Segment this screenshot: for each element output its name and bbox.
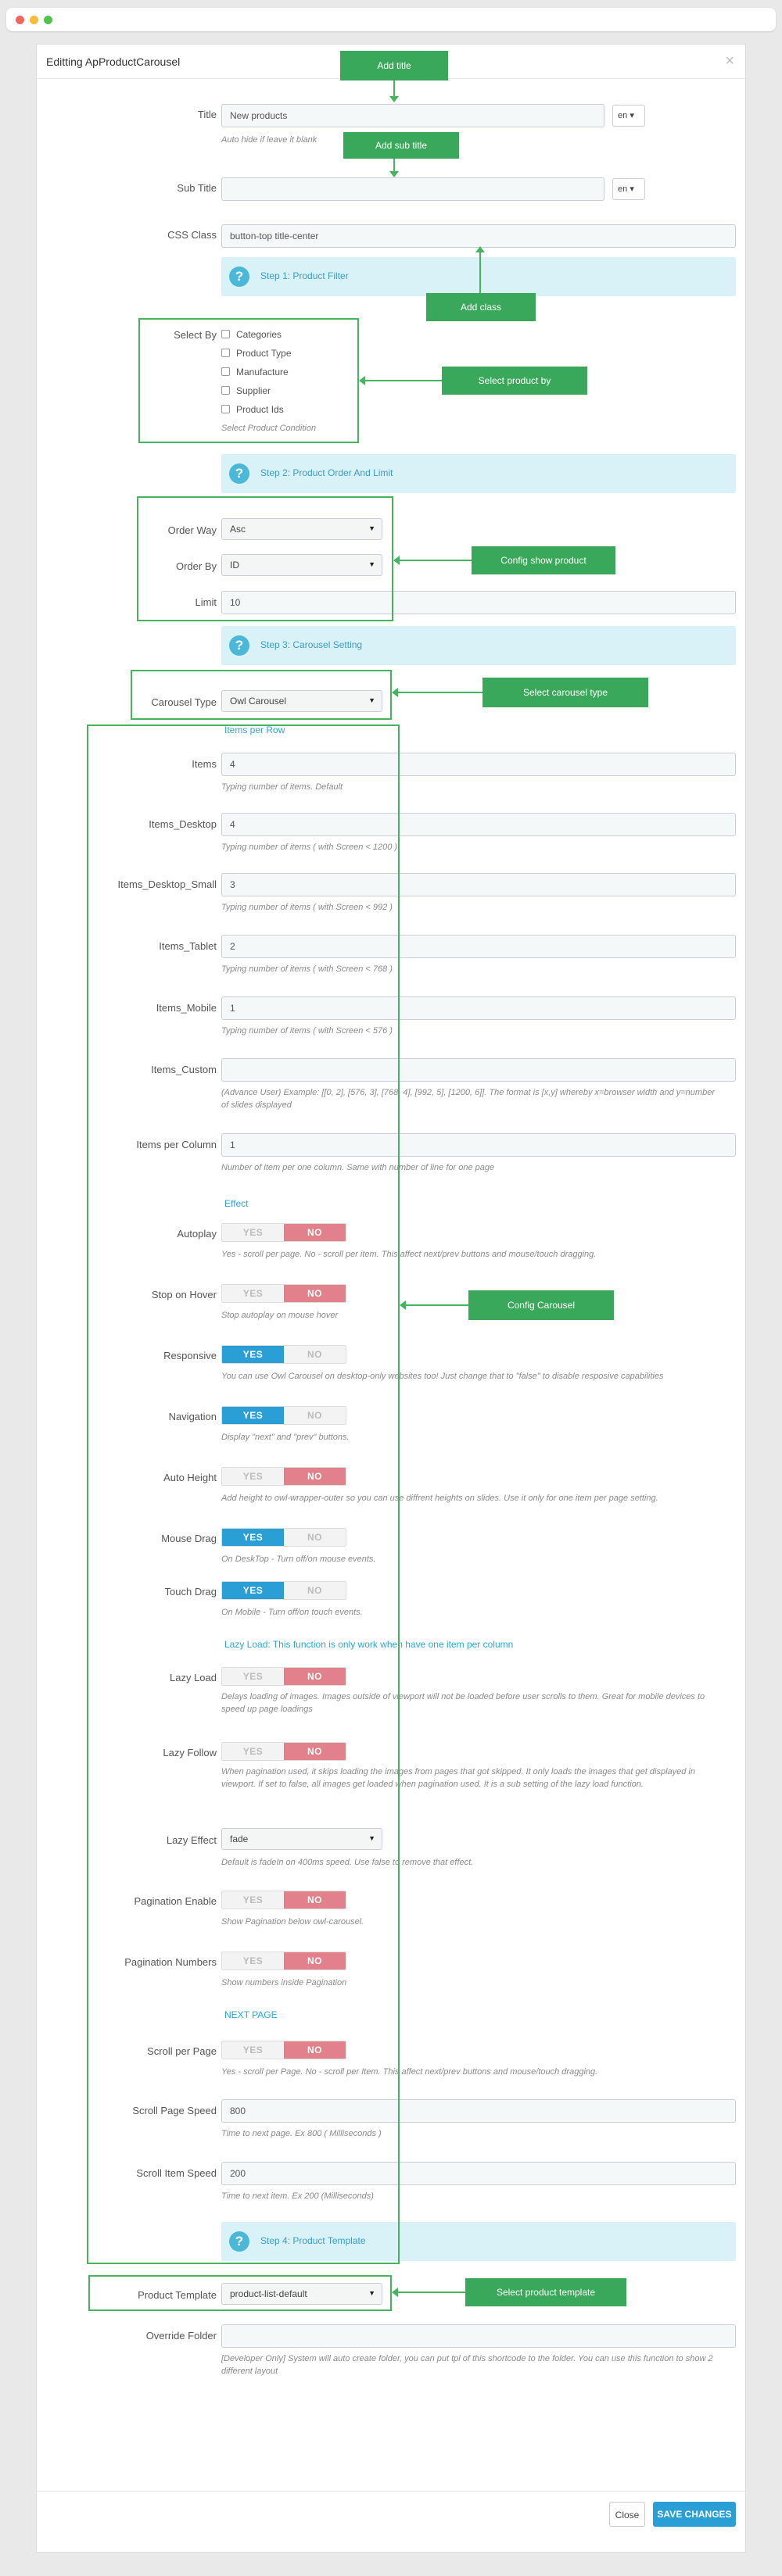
- checkbox-product-type[interactable]: Product Type: [221, 348, 292, 359]
- step-4-text: Step 4: Product Template: [260, 2235, 366, 2246]
- responsive-label: Responsive: [163, 1350, 217, 1361]
- highlight-select-by: [138, 318, 359, 443]
- scroll-page-speed-label: Scroll Page Speed: [132, 2105, 217, 2116]
- lazy-load-label: Lazy Load: [170, 1672, 217, 1683]
- caret-down-icon: ▼: [368, 2289, 375, 2297]
- caret-down-icon: ▼: [368, 1834, 375, 1842]
- lazy-effect-help: Default is fadeIn on 400ms speed. Use false to remove that effect.: [221, 1858, 474, 1867]
- override-folder-help: [Developer Only] System will auto create folder, you can put tpl of this shortcode to the folder. You can use this function to show 2 different layout: [221, 2354, 713, 2376]
- highlight-order-limit: [137, 496, 393, 621]
- scroll-item-speed-label: Scroll Item Speed: [136, 2167, 217, 2179]
- step-2-banner: [221, 454, 736, 493]
- question-icon: ?: [229, 267, 249, 287]
- items-mobile-input[interactable]: 1: [221, 996, 736, 1020]
- yes-option[interactable]: YES: [222, 1582, 284, 1599]
- no-option[interactable]: NO: [284, 2041, 346, 2059]
- no-option[interactable]: NO: [284, 1952, 346, 1970]
- arrow-left-icon: [359, 376, 365, 385]
- pagination-enable-label: Pagination Enable: [134, 1895, 217, 1907]
- items-tablet-input[interactable]: 2: [221, 935, 736, 958]
- arrow-left-icon: [392, 2288, 398, 2297]
- limit-label: Limit: [195, 596, 217, 608]
- yes-option[interactable]: YES: [222, 1668, 284, 1685]
- yes-option[interactable]: YES: [222, 1346, 284, 1363]
- browser-bar: [6, 8, 776, 31]
- auto-height-label: Auto Height: [163, 1472, 217, 1483]
- mouse-drag-label: Mouse Drag: [161, 1533, 217, 1544]
- close-button[interactable]: Close: [609, 2502, 645, 2527]
- navigation-label: Navigation: [168, 1411, 217, 1422]
- highlight-carousel-type: [131, 670, 392, 720]
- title-lang-select[interactable]: [612, 105, 645, 127]
- next-page-heading: NEXT PAGE: [224, 2009, 278, 2020]
- no-option[interactable]: NO: [284, 1891, 346, 1909]
- minimize-dot-icon[interactable]: [30, 16, 38, 24]
- yes-option[interactable]: YES: [222, 1529, 284, 1546]
- arrow-line: [479, 252, 481, 293]
- scroll-item-speed-input[interactable]: 200: [221, 2162, 736, 2185]
- scroll-page-speed-input[interactable]: 800: [221, 2099, 736, 2123]
- order-way-label: Order Way: [167, 524, 217, 536]
- scroll-per-page-help: Yes - scroll per Page. No - scroll per Item. This affect next/prev buttons and mouse/touch dragging.: [221, 2067, 598, 2077]
- items-custom-help: (Advance User) Example: [[0, 2], [576, 3], [768, 4], [992, 5], [1200, 6]]. The format is [x,y] whereby x=browser width and y=number of slides displayed: [221, 1088, 715, 1110]
- order-way-select[interactable]: Asc ▼: [221, 518, 382, 540]
- arrow-left-icon: [400, 1301, 406, 1310]
- yes-option[interactable]: YES: [222, 2041, 284, 2059]
- items-per-column-label: Items per Column: [136, 1139, 217, 1150]
- product-template-select[interactable]: product-list-default ▼: [221, 2283, 382, 2305]
- annotation-config-carousel: Config Carousel: [468, 1290, 614, 1320]
- lang-label: en: [618, 111, 628, 120]
- step-3-banner: [221, 626, 736, 665]
- highlight-carousel-config: [87, 724, 400, 2264]
- items-help: Typing number of items. Default: [221, 782, 343, 792]
- no-option[interactable]: NO: [284, 1468, 346, 1485]
- yes-option[interactable]: YES: [222, 1224, 284, 1241]
- items-tablet-help: Typing number of items ( with Screen < 768 ): [221, 964, 393, 974]
- arrow-left-icon: [393, 556, 400, 565]
- title-input[interactable]: New products: [221, 104, 604, 127]
- items-custom-label: Items_Custom: [151, 1064, 217, 1075]
- lang-label: en: [618, 184, 628, 194]
- yes-option[interactable]: YES: [222, 1891, 284, 1909]
- items-per-column-help: Number of item per one column. Same with number of line for one page: [221, 1163, 495, 1172]
- maximize-dot-icon[interactable]: [44, 16, 52, 24]
- no-option[interactable]: NO: [284, 1582, 346, 1599]
- modal-title: Editting ApProductCarousel: [46, 55, 181, 68]
- caret-down-icon: ▼: [368, 524, 375, 532]
- checkbox-supplier[interactable]: Supplier: [221, 385, 271, 396]
- checkbox-manufacture[interactable]: Manufacture: [221, 367, 289, 377]
- arrow-line: [398, 2292, 465, 2293]
- pagination-enable-help: Show Pagination below owl-carousel.: [221, 1917, 364, 1927]
- items-per-row-heading: Items per Row: [224, 724, 285, 735]
- arrow-line: [406, 1304, 468, 1306]
- lazy-follow-label: Lazy Follow: [163, 1747, 217, 1758]
- sub-title-input[interactable]: [221, 177, 604, 201]
- highlight-product-template: [88, 2275, 392, 2311]
- step-3-text: Step 3: Carousel Setting: [260, 639, 363, 650]
- stop-on-hover-help: Stop autoplay on mouse hover: [221, 1311, 339, 1320]
- annotation-add-class: Add class: [426, 293, 536, 321]
- items-desktop-help: Typing number of items ( with Screen < 1200 ): [221, 843, 398, 852]
- caret-down-icon: ▼: [368, 696, 375, 704]
- limit-input[interactable]: 10: [221, 591, 736, 614]
- no-option[interactable]: NO: [284, 1224, 346, 1241]
- caret-down-icon: ▼: [368, 560, 375, 568]
- select-by-help: Select Product Condition: [221, 424, 317, 433]
- title-help: Auto hide if leave it blank: [221, 135, 317, 145]
- css-class-label: CSS Class: [167, 229, 217, 241]
- scroll-page-speed-help: Time to next page. Ex 800 ( Milliseconds ): [221, 2129, 382, 2138]
- override-folder-input[interactable]: [221, 2324, 736, 2348]
- items-desktop-small-input[interactable]: 3: [221, 873, 736, 896]
- items-desktop-input[interactable]: 4: [221, 813, 736, 836]
- items-desktop-small-help: Typing number of items ( with Screen < 992 ): [221, 903, 393, 912]
- modal-dialog: [36, 44, 746, 2553]
- lazy-load-help: Delays loading of images. Images outside of viewport will not be loaded before user scrolls to them. Great for mobile devices to speed up page loadings: [221, 1692, 705, 1714]
- yes-option[interactable]: YES: [222, 1743, 284, 1760]
- effect-heading: Effect: [224, 1198, 249, 1209]
- title-label: Title: [197, 109, 217, 120]
- arrow-up-icon: [475, 246, 485, 252]
- checkbox-categories[interactable]: Categories: [221, 329, 282, 340]
- mouse-drag-help: On DeskTop - Turn off/on mouse events.: [221, 1555, 376, 1564]
- arrow-down-icon: [389, 171, 399, 177]
- arrow-line: [398, 692, 482, 693]
- override-folder-label: Override Folder: [145, 2330, 217, 2342]
- browser-chrome: [0, 0, 782, 38]
- scroll-item-speed-help: Time to next item. Ex 200 (Milliseconds): [221, 2191, 374, 2201]
- annotation-add-sub-title: Add sub title: [343, 132, 459, 159]
- no-option[interactable]: NO: [284, 1407, 346, 1424]
- order-by-label: Order By: [175, 560, 217, 572]
- select-by-label: Select By: [174, 329, 217, 341]
- annotation-add-title: Add title: [340, 51, 448, 80]
- yes-option[interactable]: YES: [222, 1285, 284, 1302]
- items-desktop-label: Items_Desktop: [149, 818, 217, 830]
- scroll-per-page-label: Scroll per Page: [147, 2045, 217, 2057]
- arrow-line: [400, 560, 472, 561]
- items-label: Items: [192, 758, 217, 770]
- no-option[interactable]: NO: [284, 1743, 346, 1760]
- no-option[interactable]: NO: [284, 1346, 346, 1363]
- sub-title-label: Sub Title: [177, 182, 217, 194]
- annotation-select-product-by: Select product by: [442, 367, 587, 395]
- css-class-input[interactable]: button-top title-center: [221, 224, 736, 248]
- annotation-select-carousel-type: Select carousel type: [482, 678, 648, 707]
- close-dot-icon[interactable]: [16, 16, 24, 24]
- arrow-left-icon: [392, 688, 398, 697]
- annotation-select-product-template: Select product template: [465, 2278, 626, 2306]
- question-icon: ?: [229, 2231, 249, 2252]
- items-desktop-small-label: Items_Desktop_Small: [117, 878, 217, 890]
- responsive-help: You can use Owl Carousel on desktop-only websites too! Just change that to "false" to disable resposive capabilities: [221, 1372, 664, 1381]
- checkbox-product-ids[interactable]: Product Ids: [221, 404, 284, 415]
- carousel-type-select[interactable]: Owl Carousel ▼: [221, 690, 382, 712]
- autoplay-help: Yes - scroll per page. No - scroll per item. This affect next/prev buttons and mouse/touch dragging.: [221, 1250, 597, 1259]
- yes-option[interactable]: YES: [222, 1952, 284, 1970]
- autoplay-label: Autoplay: [177, 1228, 217, 1240]
- no-option[interactable]: NO: [284, 1285, 346, 1302]
- arrow-down-icon: [389, 96, 399, 102]
- items-tablet-label: Items_Tablet: [159, 940, 217, 952]
- items-mobile-label: Items_Mobile: [156, 1002, 217, 1014]
- close-icon[interactable]: ×: [725, 52, 734, 70]
- stop-on-hover-label: Stop on Hover: [151, 1289, 217, 1301]
- question-icon: ?: [229, 635, 249, 656]
- no-option[interactable]: NO: [284, 1529, 346, 1546]
- step-2-text: Step 2: Product Order And Limit: [260, 467, 393, 478]
- touch-drag-help: On Mobile - Turn off/on touch events.: [221, 1608, 363, 1617]
- no-option[interactable]: NO: [284, 1668, 346, 1685]
- yes-option[interactable]: YES: [222, 1407, 284, 1424]
- auto-height-help: Add height to owl-wrapper-outer so you can use diffrent heights on slides. Use it only for one item per page setting.: [221, 1494, 658, 1503]
- question-icon: ?: [229, 463, 249, 484]
- step-1-banner: [221, 257, 736, 296]
- pagination-numbers-label: Pagination Numbers: [124, 1956, 217, 1968]
- product-template-label: Product Template: [138, 2289, 217, 2301]
- lazy-effect-select[interactable]: fade ▼: [221, 1828, 382, 1850]
- annotation-config-show-product: Config show product: [472, 546, 615, 574]
- items-per-column-input[interactable]: 1: [221, 1133, 736, 1157]
- lazy-load-heading: Lazy Load: This function is only work when have one item per column: [224, 1639, 514, 1650]
- lazy-effect-label: Lazy Effect: [166, 1834, 217, 1846]
- order-by-select[interactable]: ID ▼: [221, 554, 382, 576]
- pagination-numbers-help: Show numbers inside Pagination: [221, 1978, 347, 1987]
- items-input[interactable]: 4: [221, 753, 736, 776]
- arrow-line: [365, 380, 442, 381]
- touch-drag-label: Touch Drag: [164, 1586, 217, 1597]
- sub-title-lang-select[interactable]: [612, 178, 645, 200]
- save-changes-button[interactable]: SAVE CHANGES: [653, 2502, 736, 2527]
- yes-option[interactable]: YES: [222, 1468, 284, 1485]
- chevron-down-icon: ▾: [630, 184, 634, 194]
- navigation-help: Display "next" and "prev" buttons.: [221, 1433, 350, 1442]
- modal-footer: [37, 2491, 745, 2492]
- chevron-down-icon: ▾: [630, 111, 634, 120]
- carousel-type-label: Carousel Type: [151, 696, 217, 708]
- items-mobile-help: Typing number of items ( with Screen < 576 ): [221, 1026, 393, 1036]
- step-1-text: Step 1: Product Filter: [260, 270, 349, 281]
- lazy-follow-help: When pagination used, it skips loading the images from pages that got skipped. It only loads the images that get displayed in viewport. If set to false, all images get loaded when pagination used. It is a sub setting of the lazy load function.: [221, 1767, 695, 1789]
